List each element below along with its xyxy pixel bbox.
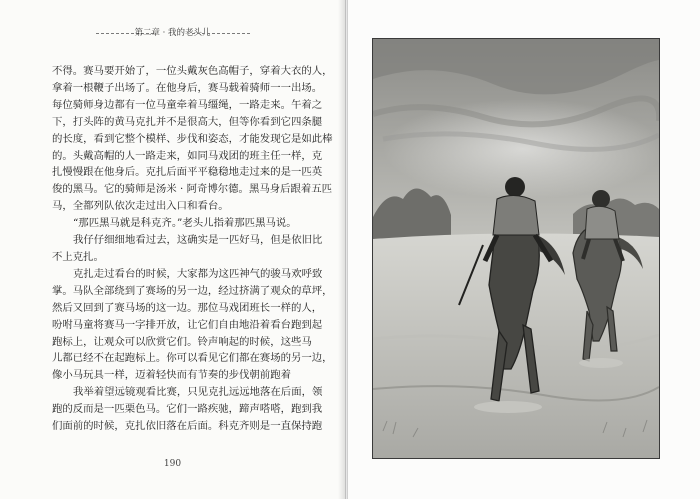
text-line: 吩咐马童将赛马一字排开放，让它们自由地沿着看台跑到起 (52, 318, 323, 331)
text-line: 我仔仔细细地看过去，这确实是一匹好马，但是依旧比 (73, 234, 323, 247)
running-head (0, 26, 345, 40)
text-line: 每位骑师身边都有一位马童牵着马缰绳，一路走来。午着之 (52, 98, 323, 111)
text-line: 掌。马队全部绕到了赛场的另一边，经过挤满了观众的草坪， (52, 284, 333, 297)
text-line: 像小马玩具一样，迈着轻快而有节奏的步伐朝前跑着 (52, 369, 291, 382)
text-line: 下，打头阵的黄马克扎并不是很高大，但等你看到它四条腿 (52, 115, 323, 128)
text-line: 俊的黑马。它的骑师是汤米 · 阿奇博尔德。黑马身后跟着五匹 (52, 183, 333, 196)
text-line: 儿都已经不在起跑标上。你可以看见它们都在赛场的另一边， (52, 352, 333, 365)
page-number: 190 (163, 459, 182, 469)
text-line: 跑的反而是一匹栗色马。它们一路疾驰，蹄声嗒嗒，跑到我 (52, 403, 323, 416)
text-line: 克扎走过看台的时候，大家都为这匹神气的骏马欢呼致 (73, 267, 323, 280)
body-text (52, 63, 333, 435)
text-line: “那匹黑马就是科克齐。”老头儿指着那匹黑马说。 (73, 217, 297, 230)
text-line: 不得。赛马要开始了，一位头戴灰色高帽子，穿着大衣的人， (52, 65, 333, 77)
text-line: 的。头戴高帽的人一路走来，如同马戏团的班主任一样，克 (52, 149, 323, 162)
text-line: 扎慢慢跟在他身后。克扎后面平平稳稳地走过来的是一匹英 (52, 166, 323, 179)
text-line: 然后又回到了赛马场的这一边。那位马戏团班长一样的人， (52, 301, 323, 314)
text-line: 跑标上，让观众可以欣赏它们。铃声响起的时候，这些马 (52, 335, 312, 348)
text-line: 的长度，看到它整个模样、步伐和姿态，才能发现它是如此棒 (52, 132, 333, 145)
text-line: 们面前的时候，克扎依旧落在后面。科克齐则是一直保持跑 (52, 420, 323, 433)
running-head-rule-right (192, 33, 250, 34)
left-page (0, 0, 346, 499)
text-line: 马，全都列队依次走过出入口和看台。 (52, 200, 229, 213)
horse-race-illustration (372, 38, 660, 459)
text-line: 我举着望远镜观看比赛，只见克扎远远地落在后面，领 (73, 386, 323, 399)
text-line: 拿着一根鞭子出场了。在他身后，赛马载着骑师一一出场。 (52, 81, 323, 94)
chapter-title: 第二章 · 我的老头儿 (134, 28, 211, 38)
text-line: 不上克扎。 (52, 250, 104, 263)
